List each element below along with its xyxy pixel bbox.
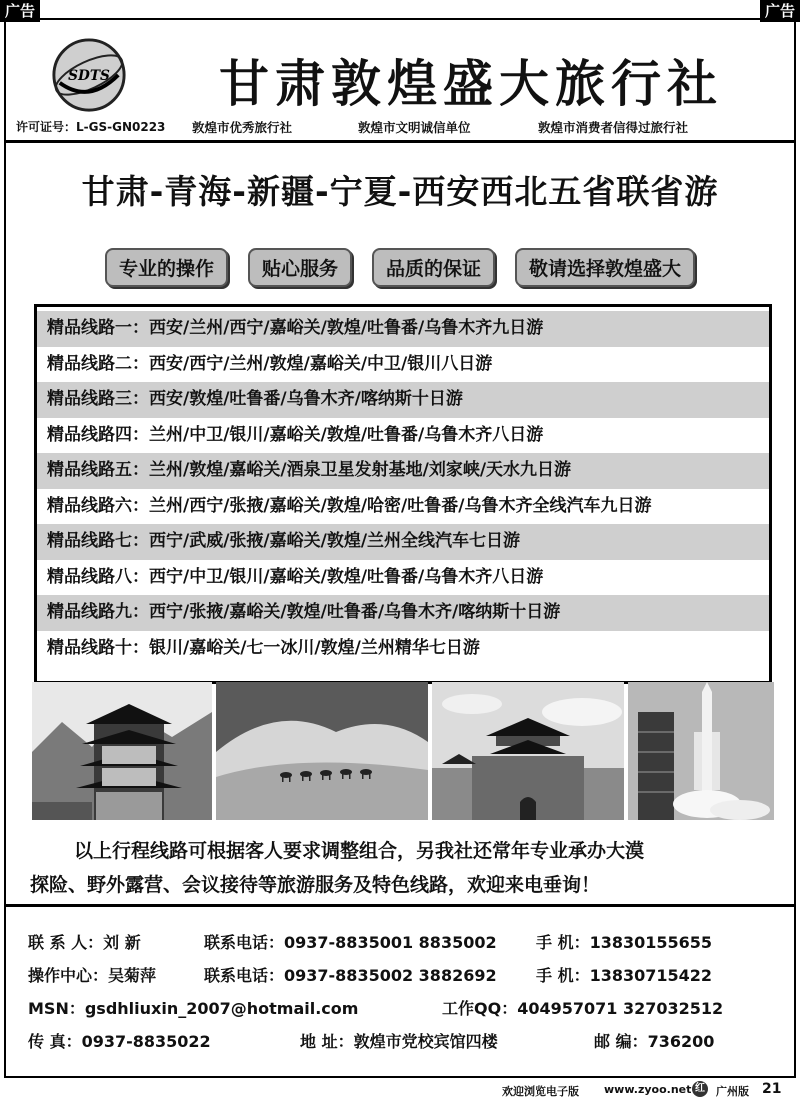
- footer-url[interactable]: www.zyoo.net: [604, 1083, 692, 1096]
- postal-code: 邮 编：736200: [594, 1032, 715, 1051]
- msn-address: MSN：gsdhliuxin_2007@hotmail.com: [28, 999, 359, 1018]
- route-item: 精品线路二：西安/西宁/兰州/敦煌/嘉峪关/中卫/银川八日游: [47, 353, 493, 374]
- footer-logo-icon: 红: [692, 1081, 708, 1097]
- honor-2: 敦煌市文明诚信单位: [358, 120, 471, 135]
- contact-divider: [6, 904, 794, 907]
- ad-label-right: 广告: [760, 0, 800, 22]
- contact-person: 联 系 人：刘 新: [28, 933, 141, 952]
- note-line-1: 以上行程线路可根据客人要求调整组合，另我社还常年专业承办大漠: [74, 840, 645, 862]
- ad-label-left: 广告: [0, 0, 40, 22]
- contact-row: [28, 1025, 788, 1058]
- badge-quality: 品质的保证: [372, 248, 495, 287]
- route-item: 精品线路九：西宁/张掖/嘉峪关/敦煌/吐鲁番/乌鲁木齐/喀纳斯十日游: [37, 595, 769, 631]
- page-number: 21: [762, 1081, 782, 1097]
- photo-strip: [32, 682, 774, 820]
- page-footer: [500, 1080, 800, 1100]
- badge-service: 贴心服务: [248, 248, 352, 287]
- route-item: 精品线路八：西宁/中卫/银川/嘉峪关/敦煌/吐鲁番/乌鲁木齐八日游: [47, 566, 544, 587]
- pagoda-photo: [32, 682, 212, 820]
- fortress-photo: [432, 682, 624, 820]
- contact-phone: 联系电话：0937-8835001 8835002: [204, 933, 497, 952]
- route-item: 精品线路五：兰州/敦煌/嘉峪关/酒泉卫星发射基地/刘家峡/天水九日游: [37, 453, 769, 489]
- footer-browse-text: 欢迎浏览电子版: [502, 1085, 579, 1098]
- route-item: 精品线路一：西安/兰州/西宁/嘉峪关/敦煌/吐鲁番/乌鲁木齐九日游: [37, 311, 769, 347]
- operations-mobile: 手 机：13830715422: [536, 966, 713, 985]
- operations-phone: 联系电话：0937-8835002 3882692: [204, 966, 497, 985]
- office-address: 地 址：敦煌市党校宾馆四楼: [300, 1032, 498, 1051]
- operations-person: 操作中心：吴菊萍: [28, 966, 157, 985]
- badge-professional: 专业的操作: [105, 248, 228, 287]
- contact-row: [28, 992, 788, 1025]
- fax-number: 传 真：0937-8835022: [28, 1032, 211, 1051]
- company-name: 甘肃敦煌盛大旅行社: [219, 54, 723, 113]
- header: [6, 20, 794, 140]
- logo-text: SDTS: [68, 67, 110, 84]
- contact-row: [28, 959, 788, 992]
- route-list: [34, 304, 772, 684]
- badge-choose: 敬请选择敦煌盛大: [515, 248, 695, 287]
- honor-3: 敦煌市消费者信得过旅行社: [538, 120, 689, 135]
- footer-edition: 广州版: [716, 1085, 749, 1098]
- company-logo: [50, 36, 128, 114]
- header-divider: [6, 140, 794, 143]
- advertisement-frame: [4, 18, 796, 1078]
- note-line-2: 探险、野外露营、会议接待等旅游服务及特色线路，欢迎来电垂询！: [30, 874, 601, 896]
- route-item: 精品线路四：兰州/中卫/银川/嘉峪关/敦煌/吐鲁番/乌鲁木齐八日游: [47, 424, 544, 445]
- service-badges: [6, 248, 794, 287]
- license-number: 许可证号：L-GS-GN0223: [16, 120, 166, 134]
- contact-mobile: 手 机：13830155655: [536, 933, 713, 952]
- route-title: 甘肃-青海-新疆-宁夏-西安西北五省联省游: [81, 172, 719, 211]
- rocket-launch-photo: [628, 682, 774, 820]
- desert-camels-photo: [216, 682, 428, 820]
- route-item: 精品线路六：兰州/西宁/张掖/嘉峪关/敦煌/哈密/吐鲁番/乌鲁木齐全线汽车九日游: [47, 495, 652, 516]
- route-item: 精品线路十：银川/嘉峪关/七一冰川/敦煌/兰州精华七日游: [47, 637, 480, 658]
- contact-block: [28, 926, 788, 1058]
- honor-1: 敦煌市优秀旅行社: [192, 120, 293, 135]
- route-item: 精品线路七：西宁/武威/张掖/嘉峪关/敦煌/兰州全线汽车七日游: [37, 524, 769, 560]
- route-item: 精品线路三：西安/敦煌/吐鲁番/乌鲁木齐/喀纳斯十日游: [37, 382, 769, 418]
- contact-row: [28, 926, 788, 959]
- qq-numbers: 工作QQ：404957071 327032512: [442, 999, 724, 1018]
